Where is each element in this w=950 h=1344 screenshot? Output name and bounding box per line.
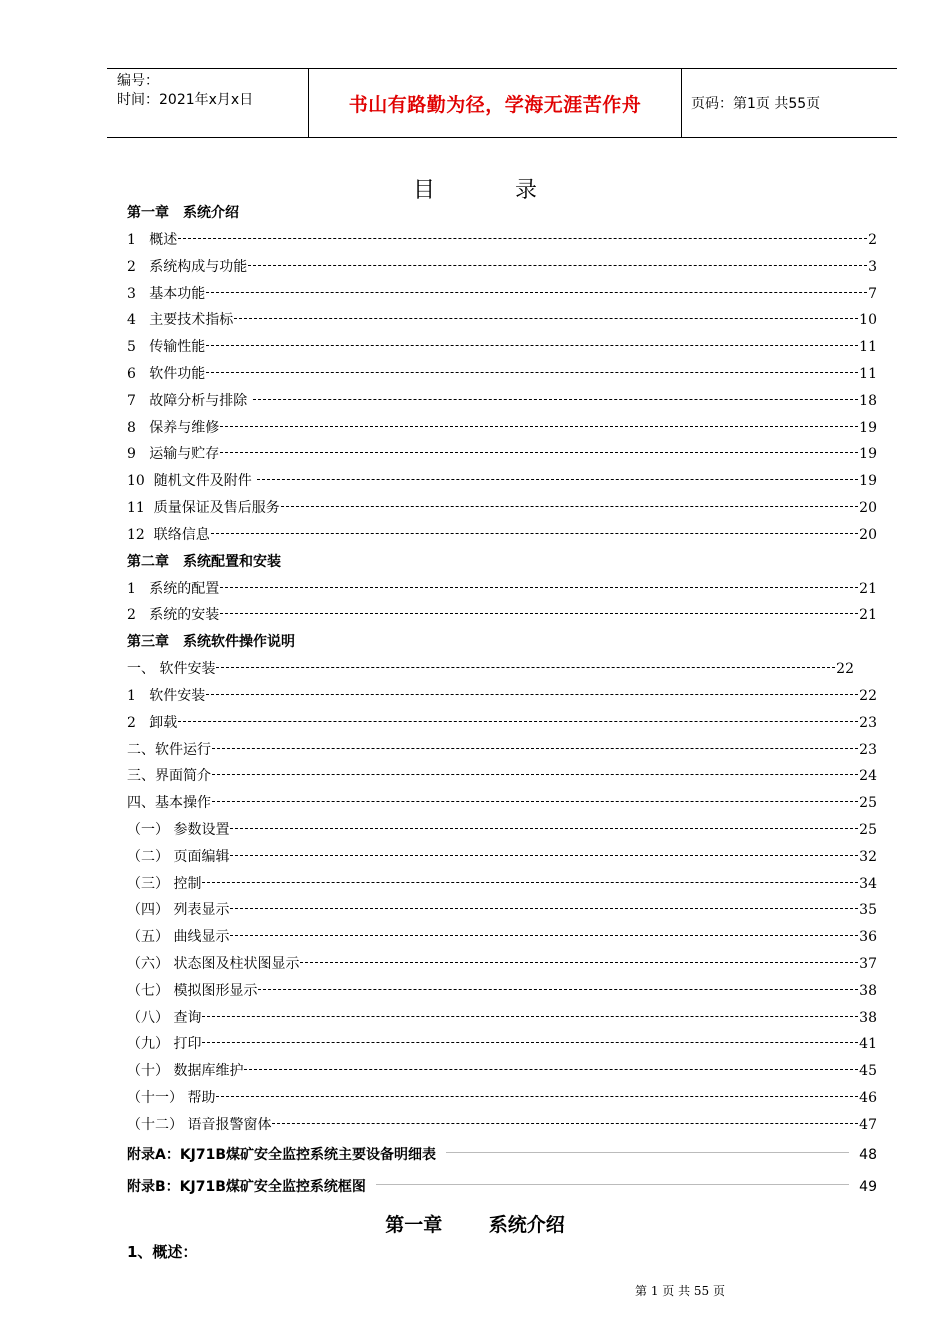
toc-appendix[interactable]: [127, 1171, 877, 1203]
toc-leader: [300, 962, 858, 963]
toc-leader: [258, 989, 858, 990]
toc-entry-label: 2 系统构成与功能: [127, 258, 248, 275]
toc-entry[interactable]: [127, 978, 877, 1005]
toc-entry[interactable]: [127, 1112, 877, 1139]
toc-leader: [206, 292, 867, 293]
toc-entry-label: 附录A：KJ71B煤矿安全监控系统主要设备明细表: [127, 1146, 437, 1163]
toc-entry[interactable]: [127, 576, 877, 603]
toc-leader: [230, 935, 858, 936]
toc-page-number: 34: [859, 875, 877, 892]
toc-entry[interactable]: [127, 871, 877, 898]
toc-leader: [244, 1069, 858, 1070]
toc-entry[interactable]: [127, 254, 877, 281]
toc-entry-label: （四） 列表显示: [127, 902, 230, 919]
toc-entry-label: （十二） 语音报警窗体: [127, 1116, 272, 1133]
toc-page-number: 23: [859, 741, 877, 758]
toc-entry[interactable]: [127, 441, 877, 468]
toc-leader: [212, 774, 858, 775]
toc-leader: [206, 372, 858, 373]
toc-leader: [257, 479, 858, 480]
toc-page-number: 32: [859, 848, 877, 865]
toc-entry[interactable]: [127, 763, 877, 790]
toc-entry[interactable]: [127, 656, 854, 683]
toc-page-number: 37: [859, 955, 877, 972]
toc-title: 目录: [412, 178, 617, 203]
toc-page-number: 19: [859, 419, 877, 436]
toc-entry[interactable]: [127, 790, 877, 817]
toc-page-number: 11: [859, 339, 877, 356]
toc-entry[interactable]: [127, 388, 877, 415]
toc-entry[interactable]: [127, 737, 877, 764]
toc-page-number: 36: [859, 929, 877, 946]
toc-leader: [230, 855, 858, 856]
toc-entry-label: （五） 曲线显示: [127, 929, 230, 946]
toc-entry-label: 7 故障分析与排除: [127, 392, 252, 409]
toc-leader: [206, 345, 858, 346]
toc-entry[interactable]: [127, 1058, 877, 1085]
toc-entry[interactable]: [127, 844, 877, 871]
toc-page-number: 7: [868, 285, 877, 302]
toc-page-number: 41: [859, 1036, 877, 1053]
toc-entry-label: 6 软件功能: [127, 365, 206, 382]
toc-leader: [281, 506, 858, 507]
toc-entry-label: 1 概述: [127, 232, 178, 248]
toc-entry-label: 1 系统的配置: [127, 580, 220, 597]
toc-entry[interactable]: [127, 924, 877, 951]
toc-entry-label: （十） 数据库维护: [127, 1063, 244, 1080]
toc-entry[interactable]: [127, 522, 877, 549]
toc-entry[interactable]: [127, 1005, 877, 1032]
toc-appendix[interactable]: [127, 1139, 877, 1171]
toc-page-number: 47: [859, 1116, 877, 1133]
toc-leader: [230, 908, 858, 909]
toc-page-number: 19: [859, 473, 877, 490]
toc-entry[interactable]: [127, 683, 877, 710]
toc-page-number: 23: [859, 714, 877, 731]
toc-page-number: 3: [868, 258, 877, 275]
toc-leader: [272, 1123, 858, 1124]
toc-leader: [248, 265, 867, 266]
toc-page-number: 46: [859, 1089, 877, 1106]
table-of-contents: [127, 200, 877, 1203]
toc-entry[interactable]: [127, 281, 877, 308]
toc-leader: [230, 828, 858, 829]
toc-leader: [376, 1184, 849, 1185]
toc-leader: [216, 667, 835, 668]
toc-page-number: 24: [859, 768, 877, 785]
toc-leader: [234, 318, 858, 319]
toc-page-number: 2: [868, 232, 877, 248]
toc-entry[interactable]: [127, 361, 877, 388]
header-page-number: 页码：第1页 共55页: [691, 96, 821, 112]
toc-page-number: 21: [859, 607, 877, 624]
toc-entry-label: （三） 控制: [127, 875, 202, 892]
toc-page-number: 20: [859, 526, 877, 543]
toc-leader: [202, 1042, 858, 1043]
toc-entry-label: （九） 打印: [127, 1036, 202, 1053]
toc-entry[interactable]: [127, 227, 877, 254]
toc-leader: [220, 426, 858, 427]
toc-page-number: 38: [859, 982, 877, 999]
toc-leader: [220, 452, 858, 453]
toc-page-number: 25: [859, 795, 877, 812]
toc-entry-label: 12 联络信息: [127, 526, 210, 543]
toc-entry[interactable]: [127, 468, 877, 495]
toc-entry-label: 四、基本操作: [127, 795, 211, 812]
toc-entry-label: 5 传输性能: [127, 339, 206, 356]
toc-entry-label: 4 主要技术指标: [127, 312, 234, 329]
toc-leader: [220, 587, 858, 588]
toc-page-number: 22: [836, 661, 854, 678]
toc-entry-label: 附录B：KJ71B煤矿安全监控系统框图: [127, 1178, 366, 1195]
toc-page-number: 18: [859, 392, 877, 409]
page-footer: 第 1 页 共 55 页: [635, 1284, 725, 1298]
toc-leader: [202, 882, 858, 883]
toc-page-number: 49: [859, 1178, 877, 1195]
header-motto: 书山有路勤为径，学海无涯苦作舟: [348, 93, 642, 116]
toc-page-number: 25: [859, 821, 877, 838]
toc-entry[interactable]: [127, 897, 877, 924]
toc-leader: [178, 721, 858, 722]
toc-leader: [253, 399, 858, 400]
toc-leader: [212, 801, 858, 802]
toc-chapter[interactable]: 第三章 系统软件操作说明: [127, 634, 295, 651]
toc-page-number: 21: [859, 580, 877, 597]
toc-page-number: 22: [859, 687, 877, 704]
toc-page-number: 48: [859, 1146, 877, 1163]
toc-leader: [178, 238, 867, 239]
toc-leader: [220, 613, 858, 614]
toc-entry-label: 3 基本功能: [127, 285, 206, 302]
toc-entry-label: 二、软件运行: [127, 741, 211, 758]
toc-leader: [216, 1096, 858, 1097]
toc-entry-label: 1 软件安装: [127, 687, 206, 704]
toc-entry[interactable]: [127, 710, 877, 737]
toc-entry-label: 一、 软件安装: [127, 661, 216, 678]
header-meta: [117, 72, 253, 110]
page-header: [107, 68, 897, 138]
toc-chapter[interactable]: 第一章 系统介绍: [127, 205, 239, 221]
toc-page-number: 11: [859, 365, 877, 382]
toc-page-number: 19: [859, 446, 877, 463]
toc-leader: [446, 1152, 849, 1153]
toc-entry[interactable]: [127, 602, 877, 629]
section-heading: 1、概述：: [127, 1243, 198, 1261]
toc-entry-label: 9 运输与贮存: [127, 446, 220, 463]
toc-entry-label: 三、界面简介: [127, 768, 211, 785]
toc-leader: [206, 694, 858, 695]
toc-entry-label: 2 卸载: [127, 714, 178, 731]
header-divider: [681, 69, 682, 137]
toc-entry-label: 10 随机文件及附件: [127, 473, 257, 490]
toc-chapter[interactable]: 第二章 系统配置和安装: [127, 553, 281, 570]
toc-entry[interactable]: [127, 817, 877, 844]
toc-entry-label: （二） 页面编辑: [127, 848, 230, 865]
toc-entry-label: （七） 模拟图形显示: [127, 982, 258, 999]
toc-entry-label: （十一） 帮助: [127, 1089, 216, 1106]
toc-entry[interactable]: [127, 334, 877, 361]
toc-entry-label: （一） 参数设置: [127, 821, 230, 838]
toc-page-number: 10: [859, 312, 877, 329]
toc-entry-label: （六） 状态图及柱状图显示: [127, 955, 300, 972]
toc-entry[interactable]: [127, 1031, 877, 1058]
chapter-heading: 第一章 系统介绍: [385, 1214, 565, 1236]
toc-entry[interactable]: [127, 951, 877, 978]
toc-leader: [202, 1016, 858, 1017]
toc-entry[interactable]: [127, 307, 877, 334]
toc-page-number: 20: [859, 499, 877, 516]
toc-entry-label: 8 保养与维修: [127, 419, 220, 436]
toc-page-number: 35: [859, 902, 877, 919]
toc-entry-label: （八） 查询: [127, 1009, 202, 1026]
document-date: 时间：2021年x月x日: [117, 92, 254, 108]
toc-leader: [212, 748, 858, 749]
toc-entry-label: 2 系统的安装: [127, 607, 220, 624]
toc-page-number: 45: [859, 1063, 877, 1080]
toc-entry-label: 11 质量保证及售后服务: [127, 499, 280, 516]
toc-entry[interactable]: [127, 1085, 877, 1112]
document-code-label: 编号：: [117, 73, 159, 89]
toc-page-number: 38: [859, 1009, 877, 1026]
toc-entry[interactable]: [127, 415, 877, 442]
toc-entry[interactable]: [127, 495, 877, 522]
toc-leader: [211, 533, 858, 534]
